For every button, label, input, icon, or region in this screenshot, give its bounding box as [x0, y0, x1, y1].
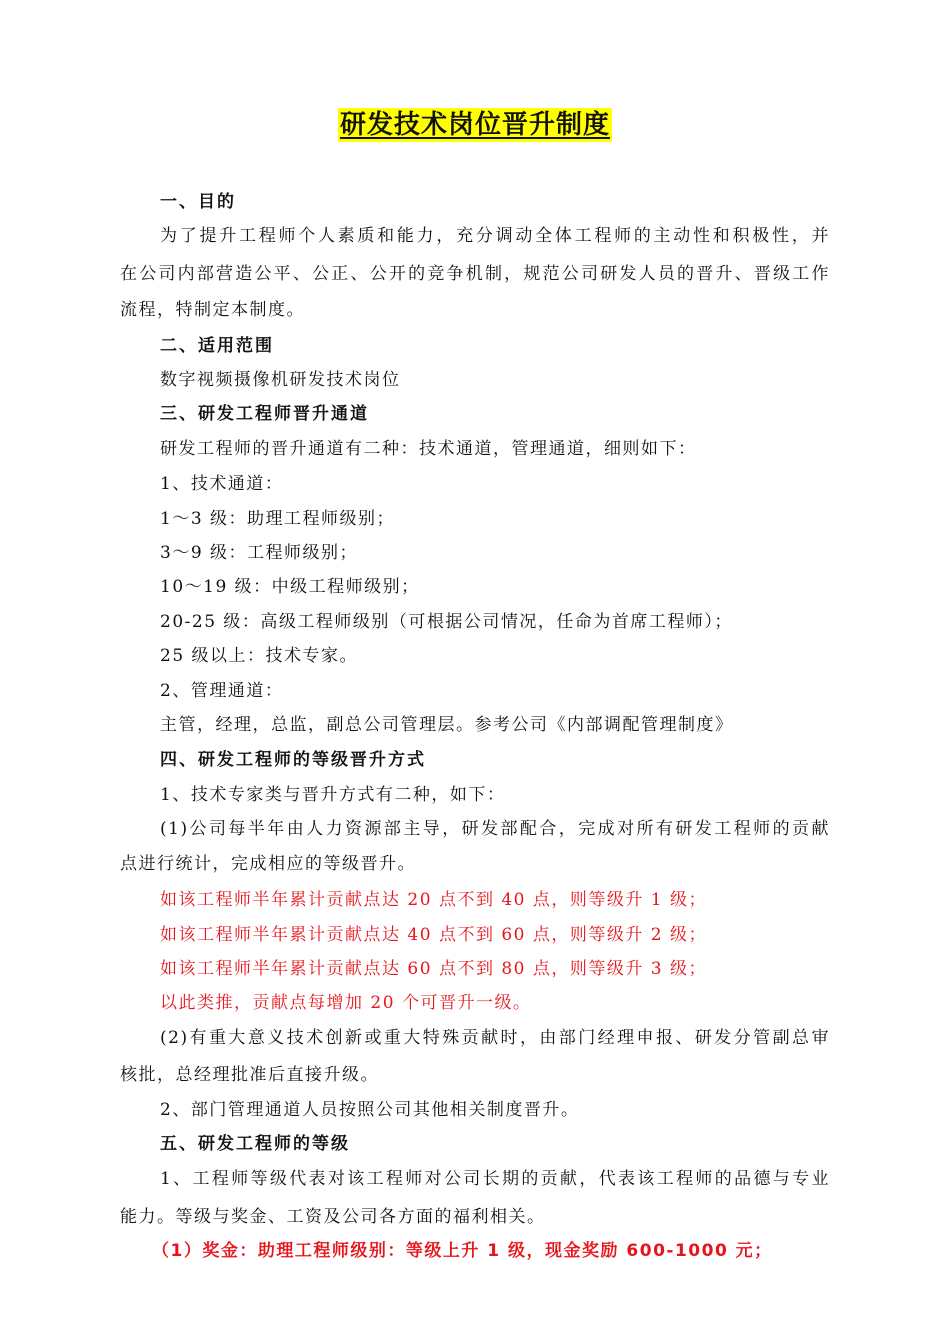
- tech-level-item: 25 级以上：技术专家。: [160, 646, 359, 666]
- section-2-heading: 二、适用范围: [160, 336, 274, 356]
- section-4-sub1-line: (1)公司每半年由人力资源部主导，研发部配合，完成对所有研发工程师的贡献: [160, 819, 830, 839]
- section-3-heading: 三、研发工程师晋升通道: [160, 404, 369, 424]
- contribution-rule: 如该工程师半年累计贡献点达 20 点不到 40 点，则等级升 1 级；: [160, 890, 708, 910]
- section-5-heading: 五、研发工程师的等级: [160, 1134, 350, 1154]
- tech-level-item: 10～19 级：中级工程师级别；: [160, 577, 420, 597]
- tech-level-item: 20-25 级：高级工程师级别（可根据公司情况，任命为首席工程师）；: [160, 612, 733, 632]
- section-4-sub2-line: 核批，总经理批准后直接升级。: [120, 1065, 379, 1085]
- contribution-rule: 如该工程师半年累计贡献点达 60 点不到 80 点，则等级升 3 级；: [160, 959, 708, 979]
- section-4-heading: 四、研发工程师的等级晋升方式: [160, 750, 426, 770]
- section-2-text: 数字视频摄像机研发技术岗位: [160, 370, 401, 390]
- section-1-heading: 一、目的: [160, 192, 236, 212]
- tech-level-item: 1～3 级：助理工程师级别；: [160, 509, 396, 529]
- section-4-sub2-line: (2)有重大意义技术创新或重大特殊贡献时，由部门经理申报、研发分管副总审: [160, 1028, 830, 1048]
- section-4-item-1: 1、技术专家类与晋升方式有二种，如下：: [160, 785, 506, 805]
- section-1-paragraph-line: 为了提升工程师个人素质和能力，充分调动全体工程师的主动性和积极性，并: [160, 226, 830, 246]
- section-5-paragraph-line: 能力。等级与奖金、工资及公司各方面的福利相关。: [120, 1207, 546, 1227]
- contribution-rule: 如该工程师半年累计贡献点达 40 点不到 60 点，则等级升 2 级；: [160, 925, 708, 945]
- mgmt-channel-text: 主管，经理，总监，副总公司管理层。参考公司《内部调配管理制度》: [160, 715, 734, 735]
- title-wrap: [0, 108, 950, 142]
- section-1-paragraph-line: 在公司内部营造公平、公正、公开的竞争机制，规范公司研发人员的晋升、晋级工作: [120, 264, 830, 284]
- section-4-item-2: 2、部门管理通道人员按照公司其他相关制度晋升。: [160, 1100, 580, 1120]
- tech-channel-title: 1、技术通道：: [160, 474, 284, 494]
- bonus-rule: （1）奖金：助理工程师级别：等级上升 1 级，现金奖励 600-1000 元；: [152, 1241, 773, 1261]
- section-3-intro: 研发工程师的晋升通道有二种：技术通道，管理通道，细则如下：: [160, 439, 697, 459]
- section-5-paragraph-line: 1、工程师等级代表对该工程师对公司长期的贡献，代表该工程师的品德与专业: [160, 1169, 830, 1189]
- section-4-sub1-line: 点进行统计，完成相应的等级晋升。: [120, 854, 416, 874]
- section-1-paragraph-line: 流程，特制定本制度。: [120, 300, 305, 320]
- tech-level-item: 3～9 级：工程师级别；: [160, 543, 359, 563]
- contribution-rule: 以此类推，贡献点每增加 20 个可晋升一级。: [160, 993, 532, 1013]
- mgmt-channel-title: 2、管理通道：: [160, 681, 284, 701]
- document-title: 研发技术岗位晋升制度: [339, 110, 610, 140]
